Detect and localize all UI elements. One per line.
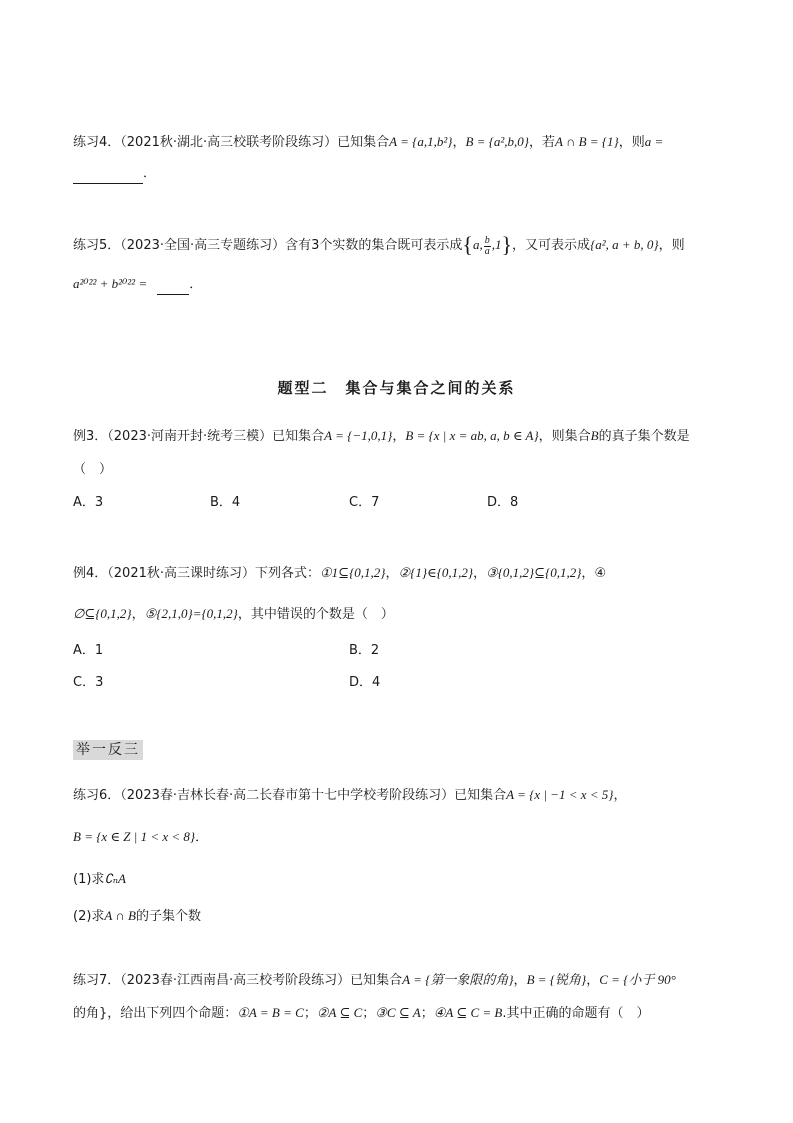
set-second-form: {a², a + b, 0} bbox=[590, 237, 659, 252]
example-4-line2: ∅⊆{0,1,2}，⑤{2,1,0}={0,1,2}，其中错误的个数是（ ） bbox=[73, 606, 394, 622]
exercise-label: 练习5． bbox=[73, 238, 121, 253]
exercise-source: （2023·全国·高三专题练习） bbox=[120, 238, 286, 253]
set-a: A = {−1,0,1} bbox=[324, 428, 393, 443]
example-4-line1: 例4．（2021秋·高三课时练习）下列各式：①1⊆{0,1,2}，②{1}∈{0,1,2}，③{0,1,2}⊆{0,1,2}，④ bbox=[73, 565, 607, 581]
option-d[interactable]: D．8 bbox=[487, 495, 519, 510]
condition: A ∩ B = {1} bbox=[554, 134, 619, 149]
exercise-7-line2: 的角}，给出下列四个命题：①A = B = C；②A ⊆ C；③C ⊆ A；④A ⊆ C = B.其中正确的命题有（ ） bbox=[73, 1005, 650, 1021]
power-expression: a²⁰²² + b²⁰²² = bbox=[73, 276, 148, 291]
exercise-label: 练习4． bbox=[73, 135, 121, 150]
proposition-1: ①A = B = C bbox=[237, 1005, 304, 1020]
exercise-text: ，又可表示成 bbox=[512, 238, 591, 253]
answer-paren: （ ） bbox=[73, 462, 113, 477]
period: ． bbox=[195, 830, 209, 845]
exercise-text: 其中正确的命题有（ ） bbox=[506, 1006, 650, 1021]
question-var: a = bbox=[644, 134, 664, 149]
exercise-4-line2 bbox=[73, 164, 156, 184]
complement-expr: ∁ₙA bbox=[104, 871, 126, 886]
exercise-source: （2023春·江西南昌·高三校考阶段练习） bbox=[120, 973, 351, 988]
statement-2: ②{1}∈{0,1,2} bbox=[398, 565, 474, 580]
exercise-5-line1 bbox=[73, 232, 685, 259]
section-title-text: 题型二 集合与集合之间的关系 bbox=[277, 379, 516, 397]
set-a: A = {x | −1 < x < 5} bbox=[506, 787, 614, 802]
separator: ， bbox=[392, 429, 406, 444]
exercise-text: 已知集合 bbox=[350, 973, 403, 988]
option-d[interactable]: D．4 bbox=[349, 675, 381, 690]
exercise-4-line1 bbox=[73, 132, 663, 153]
exercise-text: 已知集合 bbox=[454, 788, 507, 803]
example-source: （2021秋·高三课时练习） bbox=[107, 566, 255, 581]
set-fraction-form: {a, $\frac{b}{a}$ ,1} bbox=[462, 232, 513, 257]
period: ． bbox=[189, 277, 203, 292]
fraction: $\frac{b}{a}$ bbox=[484, 234, 490, 257]
exercise-text: ，则 bbox=[618, 135, 645, 150]
exercise-6-q2 bbox=[73, 906, 201, 927]
set-c: C = {小于 90° bbox=[599, 972, 676, 987]
option-c[interactable]: C．3 bbox=[73, 675, 104, 690]
set-b: B = {x | x = ab, a, b ∈ A} bbox=[405, 428, 539, 443]
statement-4-marker: ④ bbox=[594, 566, 607, 581]
intersection-expr: A ∩ B bbox=[104, 908, 136, 923]
statement-1: ①1⊆{0,1,2} bbox=[320, 565, 386, 580]
exercise-6-q1 bbox=[73, 869, 126, 890]
set-b: B = {锐角} bbox=[526, 972, 587, 987]
exercise-source: （2023春·吉林长春·高二长春市第十七中学校考阶段练习） bbox=[120, 788, 455, 803]
exercise-text: ，则 bbox=[658, 238, 685, 253]
question-label: (1)求 bbox=[73, 872, 105, 887]
exercise-text: 已知集合 bbox=[337, 135, 390, 150]
separator: ， bbox=[613, 788, 627, 803]
proposition-3: ③C ⊆ A bbox=[375, 1005, 421, 1020]
var-b: B bbox=[590, 428, 599, 443]
option-b[interactable]: B．4 bbox=[210, 495, 241, 510]
example-3-line1 bbox=[73, 426, 690, 447]
example-3-line2 bbox=[73, 460, 112, 480]
example-label: 例3． bbox=[73, 429, 108, 444]
exercise-text: 含有3个实数的集合既可表示成 bbox=[285, 238, 463, 253]
proposition-4: ④A ⊆ C = B bbox=[433, 1005, 503, 1020]
statement-5: ⑤{2,1,0}={0,1,2} bbox=[144, 606, 238, 621]
example-source: （2023·河南开封·统考三模） bbox=[107, 429, 273, 444]
example-text: 已知集合 bbox=[272, 429, 325, 444]
example-text: 的真子集个数是 bbox=[598, 429, 690, 444]
question-label: (2)求 bbox=[73, 909, 105, 924]
proposition-2: ②A ⊆ C bbox=[316, 1005, 363, 1020]
practice-banner: 举一反三 bbox=[73, 740, 143, 760]
set-a: A = {a,1,b²} bbox=[389, 134, 453, 149]
exercise-text: ，若 bbox=[528, 135, 555, 150]
exercise-text: 的角}，给出下列四个命题： bbox=[73, 1006, 238, 1021]
exercise-source: （2021秋·湖北·高三校联考阶段练习） bbox=[120, 135, 338, 150]
separator: ； bbox=[303, 1006, 317, 1021]
separator: ； bbox=[362, 1006, 376, 1021]
separator: ； bbox=[420, 1006, 434, 1021]
question-text: 的子集个数 bbox=[135, 909, 201, 924]
answer-blank[interactable] bbox=[73, 169, 143, 184]
option-a[interactable]: A．3 bbox=[73, 495, 104, 510]
set-b: B = {x ∈ Z | 1 < x < 8} bbox=[73, 829, 196, 844]
statement-3: ③{0,1,2}⊆{0,1,2} bbox=[486, 565, 582, 580]
separator: ， bbox=[452, 135, 466, 150]
exercise-5-line2 bbox=[73, 274, 202, 295]
statement-4: ∅⊆{0,1,2} bbox=[73, 606, 132, 621]
example-text: ，则集合 bbox=[538, 429, 591, 444]
answer-blank[interactable] bbox=[157, 280, 189, 295]
set-a: A = {第一象限的角} bbox=[402, 972, 514, 987]
exercise-6-line1 bbox=[73, 785, 626, 806]
example-text: ，其中错误的个数是（ ） bbox=[237, 607, 394, 622]
example-label: 例4． bbox=[73, 566, 108, 581]
exercise-6-line2 bbox=[73, 827, 208, 848]
period: ． bbox=[143, 166, 157, 181]
exercise-label: 练习7． bbox=[73, 973, 121, 988]
set-b: B = {a²,b,0} bbox=[465, 134, 529, 149]
option-a[interactable]: A．1 bbox=[73, 643, 104, 658]
option-c[interactable]: C．7 bbox=[349, 495, 380, 510]
example-text: 下列各式： bbox=[255, 566, 321, 581]
option-b[interactable]: B．2 bbox=[349, 643, 380, 658]
exercise-label: 练习6． bbox=[73, 788, 121, 803]
section-title bbox=[0, 377, 793, 398]
exercise-7-line1: 练习7．（2023春·江西南昌·高三校考阶段练习）已知集合A = {第一象限的角}，B = {锐角}，C = {小于 90° bbox=[73, 972, 676, 988]
